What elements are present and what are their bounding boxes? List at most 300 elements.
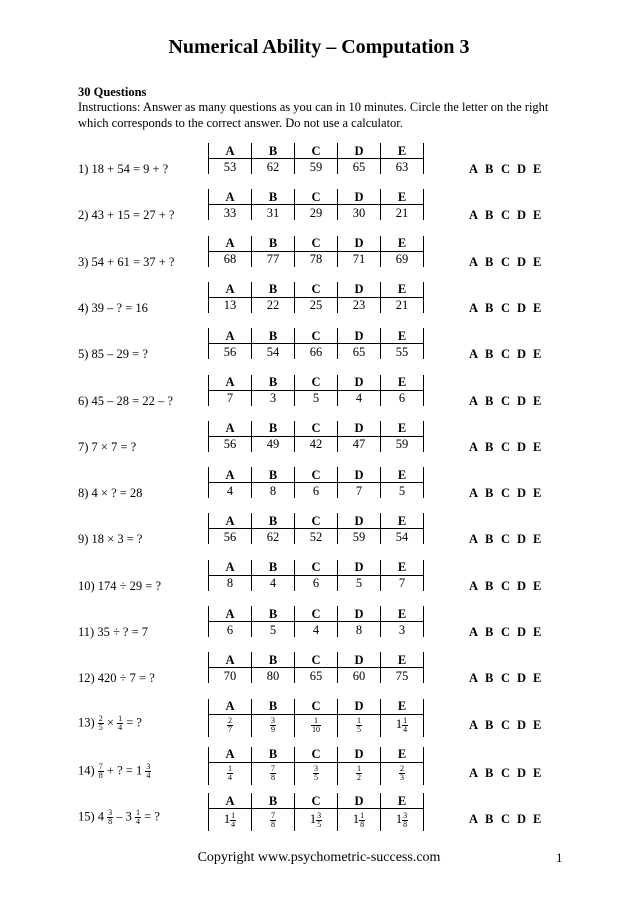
- numerator: 3: [403, 810, 408, 820]
- option-letter: A: [209, 652, 252, 668]
- numerator: 7: [98, 761, 103, 771]
- answer-choice-b[interactable]: B: [485, 532, 494, 547]
- option-value-row: [209, 390, 424, 406]
- option-value: [295, 714, 338, 737]
- answer-choice-e[interactable]: E: [533, 347, 542, 362]
- option-value-row: [209, 529, 424, 545]
- answer-choice-a[interactable]: A: [469, 347, 479, 362]
- answer-choice-c[interactable]: C: [501, 347, 511, 362]
- option-value: [252, 714, 295, 737]
- operator: – 3: [113, 809, 136, 824]
- option-value: 65: [338, 159, 381, 175]
- option-letter: C: [295, 282, 338, 298]
- question-text: 11) 35 ÷ ? = 7: [78, 625, 149, 639]
- answer-choice-d[interactable]: D: [517, 254, 527, 269]
- option-value: 6: [381, 390, 424, 406]
- option-header-row: [209, 189, 424, 205]
- option-value: 21: [381, 297, 424, 313]
- answer-choice-d[interactable]: D: [517, 671, 527, 686]
- answer-letters: [469, 625, 549, 640]
- fraction-stack: [270, 812, 276, 829]
- question-row: [0, 143, 638, 189]
- option-letter: D: [338, 606, 381, 622]
- answer-letters: [469, 718, 549, 733]
- question-text: [78, 715, 142, 732]
- answer-options-table: [208, 236, 424, 267]
- answer-choice-d[interactable]: D: [517, 812, 527, 827]
- option-value-row: [209, 159, 424, 175]
- option-letter: B: [252, 236, 295, 252]
- denominator: 8: [271, 819, 275, 829]
- option-letter: C: [295, 747, 338, 763]
- option-value: 80: [252, 668, 295, 684]
- option-letter: A: [209, 236, 252, 252]
- answer-choice-d[interactable]: D: [517, 486, 527, 501]
- answer-choice-c[interactable]: C: [501, 393, 511, 408]
- answer-options-table: [208, 282, 424, 313]
- option-value: 59: [295, 159, 338, 175]
- option-value: 53: [209, 159, 252, 175]
- answer-choice-d[interactable]: D: [517, 439, 527, 454]
- option-letter: A: [209, 189, 252, 205]
- option-value: 5: [338, 575, 381, 591]
- option-value: [338, 809, 381, 832]
- answer-letters: [469, 440, 549, 455]
- question-number: 15) 4: [78, 809, 108, 824]
- denominator: 7: [228, 725, 232, 735]
- answer-choice-c[interactable]: C: [501, 717, 511, 732]
- option-letter: C: [295, 236, 338, 252]
- option-header-row: [209, 375, 424, 391]
- option-value: 42: [295, 436, 338, 452]
- option-letter: D: [338, 513, 381, 529]
- option-letter: D: [338, 143, 381, 159]
- option-value: 54: [252, 344, 295, 360]
- answer-choice-b[interactable]: B: [485, 671, 494, 686]
- answer-choice-a[interactable]: A: [469, 812, 479, 827]
- option-value: 77: [252, 251, 295, 267]
- fraction-whole: 1: [223, 812, 231, 827]
- option-value: 31: [252, 205, 295, 221]
- fraction: [309, 810, 322, 829]
- answer-choice-b[interactable]: B: [485, 812, 494, 827]
- denominator: 4: [228, 773, 232, 783]
- answer-choice-c[interactable]: C: [501, 162, 511, 176]
- question-row: [0, 606, 638, 652]
- fraction-stack: [316, 812, 322, 829]
- answer-options-table: [208, 513, 424, 544]
- option-letter: B: [252, 513, 295, 529]
- answer-options-table: [208, 652, 424, 683]
- option-value: 4: [252, 575, 295, 591]
- option-value: [209, 714, 252, 737]
- answer-choice-c[interactable]: C: [501, 578, 511, 593]
- option-value: 71: [338, 251, 381, 267]
- option-value: 7: [381, 575, 424, 591]
- option-letter: B: [252, 143, 295, 159]
- answer-choice-e[interactable]: E: [533, 300, 542, 315]
- option-value-row: [209, 809, 424, 832]
- question-row: [0, 652, 638, 698]
- option-value: 49: [252, 436, 295, 452]
- answer-options-table: [208, 467, 424, 498]
- answer-choice-a[interactable]: A: [469, 208, 479, 223]
- operator: ×: [103, 714, 118, 729]
- option-letter: C: [295, 328, 338, 344]
- denominator: 5: [98, 722, 103, 732]
- option-letter: E: [381, 747, 424, 763]
- question-text: 9) 18 × 3 = ?: [78, 532, 143, 547]
- numerator: 3: [146, 761, 151, 771]
- option-value: 23: [338, 297, 381, 313]
- answer-choice-a[interactable]: A: [469, 578, 479, 593]
- option-value: 8: [338, 622, 381, 638]
- fraction-stack: [356, 717, 362, 734]
- option-value: 70: [209, 668, 252, 684]
- answer-choice-b[interactable]: B: [485, 393, 494, 408]
- fraction-stack: [270, 717, 276, 734]
- answer-choice-e[interactable]: E: [533, 532, 542, 547]
- question-row: [0, 421, 638, 467]
- option-value: 4: [209, 483, 252, 499]
- fraction-stack: [359, 812, 365, 829]
- answer-choice-e[interactable]: E: [533, 671, 542, 686]
- option-value: 33: [209, 205, 252, 221]
- question-row: [0, 282, 638, 328]
- option-value: 4: [338, 390, 381, 406]
- answer-letters: [469, 766, 549, 781]
- option-letter: B: [252, 699, 295, 715]
- answer-choice-a[interactable]: A: [469, 300, 479, 315]
- answer-choice-e[interactable]: E: [533, 393, 542, 408]
- fraction: [270, 810, 276, 829]
- option-letter: D: [338, 328, 381, 344]
- page-title: Numerical Ability – Computation 3: [168, 36, 470, 58]
- fraction-stack: [311, 717, 321, 734]
- fraction-stack: [399, 765, 405, 782]
- option-letter: E: [381, 189, 424, 205]
- answer-choice-d[interactable]: D: [517, 208, 527, 223]
- option-value: 8: [252, 483, 295, 499]
- option-letter: C: [295, 699, 338, 715]
- numerator: 3: [317, 810, 322, 820]
- question-row: [0, 328, 638, 374]
- denominator: 5: [317, 819, 322, 829]
- option-value: 78: [295, 251, 338, 267]
- answer-choice-e[interactable]: E: [533, 486, 542, 501]
- option-value: 21: [381, 205, 424, 221]
- answer-choice-a[interactable]: A: [469, 254, 479, 269]
- option-letter: E: [381, 143, 424, 159]
- option-letter: A: [209, 747, 252, 763]
- question-text: 8) 4 × ? = 28: [78, 486, 143, 501]
- option-letter: E: [381, 236, 424, 252]
- answer-options-table: [208, 560, 424, 591]
- option-value: 3: [252, 390, 295, 406]
- option-value: [252, 762, 295, 785]
- answer-choice-c[interactable]: C: [501, 486, 511, 501]
- option-letter: A: [209, 513, 252, 529]
- operator: = ?: [141, 809, 160, 824]
- option-value: 22: [252, 297, 295, 313]
- answer-letters: [469, 255, 549, 270]
- denominator: 10: [312, 725, 320, 735]
- answer-choice-e[interactable]: E: [533, 162, 542, 176]
- numerator: 1: [311, 717, 321, 726]
- option-header-row: [209, 282, 424, 298]
- option-value: 56: [209, 529, 252, 545]
- option-header-row: [209, 652, 424, 668]
- option-value: 4: [295, 622, 338, 638]
- numerator: 1: [357, 764, 361, 774]
- answer-options-table: [208, 189, 424, 220]
- answer-choice-b[interactable]: B: [485, 254, 494, 269]
- option-header-row: [209, 699, 424, 715]
- question-text: 5) 85 – 29 = ?: [78, 347, 148, 362]
- option-letter: D: [338, 236, 381, 252]
- answer-choice-a[interactable]: A: [469, 717, 479, 732]
- fraction: [227, 764, 233, 783]
- option-value: 5: [295, 390, 338, 406]
- answer-choice-b[interactable]: B: [485, 717, 494, 732]
- answer-choice-e[interactable]: E: [533, 717, 542, 732]
- answer-choice-c[interactable]: C: [501, 812, 511, 827]
- question-row: [0, 560, 638, 606]
- answer-choice-b[interactable]: B: [485, 765, 494, 780]
- answer-choice-b[interactable]: B: [485, 162, 494, 176]
- answer-choice-e[interactable]: E: [533, 812, 542, 827]
- fraction: [395, 716, 408, 735]
- answer-options-table: [208, 143, 424, 174]
- answer-choice-d[interactable]: D: [517, 625, 527, 639]
- numerator: 2: [98, 713, 103, 723]
- answer-options-table: [208, 328, 424, 359]
- answer-choice-a[interactable]: A: [469, 439, 479, 454]
- fraction-stack: [402, 717, 408, 734]
- option-letter: B: [252, 793, 295, 809]
- answer-choice-e[interactable]: E: [533, 439, 542, 454]
- option-letter: B: [252, 189, 295, 205]
- answer-choice-d[interactable]: D: [517, 347, 527, 362]
- option-letter: E: [381, 793, 424, 809]
- option-value-row: [209, 251, 424, 267]
- answer-choice-c[interactable]: C: [501, 765, 511, 780]
- fraction-whole: 1: [395, 717, 403, 732]
- option-header-row: [209, 421, 424, 437]
- option-value: [295, 809, 338, 832]
- option-header-row: [209, 560, 424, 576]
- option-header-row: [209, 606, 424, 622]
- numerator: 2: [400, 764, 404, 774]
- numerator: 7: [271, 810, 275, 820]
- option-letter: C: [295, 793, 338, 809]
- option-value: [381, 762, 424, 785]
- option-value: 29: [295, 205, 338, 221]
- option-letter: D: [338, 652, 381, 668]
- denominator: 4: [231, 819, 236, 829]
- answer-choice-d[interactable]: D: [517, 300, 527, 315]
- answer-choice-d[interactable]: D: [517, 393, 527, 408]
- option-letter: B: [252, 606, 295, 622]
- option-value-row: [209, 762, 424, 785]
- option-value: 30: [338, 205, 381, 221]
- answer-choice-b[interactable]: B: [485, 347, 494, 362]
- question-row: [0, 513, 638, 559]
- question-text: [78, 763, 151, 780]
- answer-choice-c[interactable]: C: [501, 671, 511, 686]
- answer-choice-c[interactable]: C: [501, 625, 511, 639]
- answer-choice-e[interactable]: E: [533, 254, 542, 269]
- answer-choice-a[interactable]: A: [469, 486, 479, 501]
- option-letter: E: [381, 328, 424, 344]
- answer-choice-a[interactable]: A: [469, 393, 479, 408]
- option-letter: E: [381, 560, 424, 576]
- option-letter: A: [209, 793, 252, 809]
- numerator: 1: [136, 808, 141, 818]
- numerator: 7: [271, 764, 275, 774]
- option-value: 6: [209, 622, 252, 638]
- answer-choice-a[interactable]: A: [469, 765, 479, 780]
- fraction-stack: [313, 765, 319, 782]
- answer-choice-b[interactable]: B: [485, 625, 494, 639]
- answer-options-table: [208, 793, 424, 831]
- answer-choice-c[interactable]: C: [501, 532, 511, 547]
- answer-choice-e[interactable]: E: [533, 765, 542, 780]
- answer-choice-b[interactable]: B: [485, 486, 494, 501]
- fraction: [352, 810, 365, 829]
- fraction-stack: [230, 812, 236, 829]
- option-value-row: [209, 714, 424, 737]
- question-row: [0, 793, 638, 839]
- option-value: 47: [338, 436, 381, 452]
- option-letter: A: [209, 560, 252, 576]
- option-letter: E: [381, 513, 424, 529]
- option-letter: D: [338, 421, 381, 437]
- option-letter: E: [381, 375, 424, 391]
- fraction-whole: 1: [352, 812, 360, 827]
- fraction-stack: [356, 765, 362, 782]
- option-letter: B: [252, 652, 295, 668]
- option-letter: E: [381, 282, 424, 298]
- denominator: 4: [136, 817, 141, 827]
- question-count: 30 Questions: [78, 85, 147, 99]
- option-value: 60: [338, 668, 381, 684]
- answer-choice-c[interactable]: C: [501, 300, 511, 315]
- fraction: [145, 761, 151, 780]
- option-value: [209, 762, 252, 785]
- denominator: 8: [108, 817, 113, 827]
- fraction-stack: [227, 765, 233, 782]
- denominator: 8: [98, 770, 103, 780]
- option-value-row: [209, 668, 424, 684]
- option-letter: E: [381, 652, 424, 668]
- answer-choice-a[interactable]: A: [469, 671, 479, 686]
- option-value: 63: [381, 159, 424, 175]
- answer-choice-d[interactable]: D: [517, 578, 527, 593]
- question-text: 2) 43 + 15 = 27 + ?: [78, 208, 175, 223]
- question-text: 1) 18 + 54 = 9 + ?: [78, 162, 169, 176]
- question-text: 6) 45 – 28 = 22 – ?: [78, 393, 173, 408]
- option-value: [295, 762, 338, 785]
- question-row: [0, 189, 638, 235]
- option-value: 6: [295, 575, 338, 591]
- question-text: 10) 174 ÷ 29 = ?: [78, 578, 161, 593]
- answer-options-table: [208, 606, 424, 637]
- option-letter: C: [295, 421, 338, 437]
- fraction: [395, 810, 408, 829]
- numerator: 1: [403, 716, 408, 726]
- answer-choice-c[interactable]: C: [501, 254, 511, 269]
- answer-choice-a[interactable]: A: [469, 162, 479, 176]
- option-letter: C: [295, 467, 338, 483]
- fraction: [270, 716, 276, 735]
- option-value: 65: [338, 344, 381, 360]
- answer-choice-e[interactable]: E: [533, 578, 542, 593]
- answer-choice-a[interactable]: A: [469, 532, 479, 547]
- answer-letters: [469, 394, 549, 409]
- answer-choice-d[interactable]: D: [517, 765, 527, 780]
- option-letter: E: [381, 606, 424, 622]
- option-value-row: [209, 297, 424, 313]
- option-letter: C: [295, 375, 338, 391]
- numerator: 3: [108, 808, 113, 818]
- option-value: 62: [252, 529, 295, 545]
- option-letter: C: [295, 143, 338, 159]
- answer-choice-a[interactable]: A: [469, 625, 479, 639]
- option-letter: A: [209, 143, 252, 159]
- option-letter: C: [295, 652, 338, 668]
- option-value-row: [209, 205, 424, 221]
- question-text: 7) 7 × 7 = ?: [78, 439, 137, 454]
- option-value: [252, 809, 295, 832]
- answer-choice-b[interactable]: B: [485, 578, 494, 593]
- option-value: 7: [209, 390, 252, 406]
- answer-choice-c[interactable]: C: [501, 439, 511, 454]
- option-value: 68: [209, 251, 252, 267]
- answer-choice-c[interactable]: C: [501, 208, 511, 223]
- answer-choice-b[interactable]: B: [485, 208, 494, 223]
- answer-choice-e[interactable]: E: [533, 208, 542, 223]
- answer-choice-b[interactable]: B: [485, 439, 494, 454]
- option-value: 3: [381, 622, 424, 638]
- numerator: 3: [271, 716, 275, 726]
- answer-choice-d[interactable]: D: [517, 532, 527, 547]
- question-row: [0, 699, 638, 745]
- answer-choice-b[interactable]: B: [485, 300, 494, 315]
- fraction: [356, 716, 362, 735]
- option-value: 59: [338, 529, 381, 545]
- answer-choice-d[interactable]: D: [517, 162, 527, 176]
- fraction-stack: [145, 763, 151, 780]
- page-number: 1: [556, 850, 563, 865]
- option-letter: A: [209, 699, 252, 715]
- option-value-row: [209, 436, 424, 452]
- option-letter: B: [252, 467, 295, 483]
- fraction: [311, 716, 321, 735]
- question-row: [0, 467, 638, 513]
- fraction: [223, 810, 236, 829]
- fraction-stack: [227, 717, 233, 734]
- option-value: 7: [338, 483, 381, 499]
- option-value: 62: [252, 159, 295, 175]
- numerator: 3: [314, 764, 318, 774]
- option-letter: E: [381, 699, 424, 715]
- option-value: 8: [209, 575, 252, 591]
- fraction: [313, 764, 319, 783]
- answer-choice-e[interactable]: E: [533, 625, 542, 639]
- answer-choice-d[interactable]: D: [517, 717, 527, 732]
- numerator: 2: [228, 716, 232, 726]
